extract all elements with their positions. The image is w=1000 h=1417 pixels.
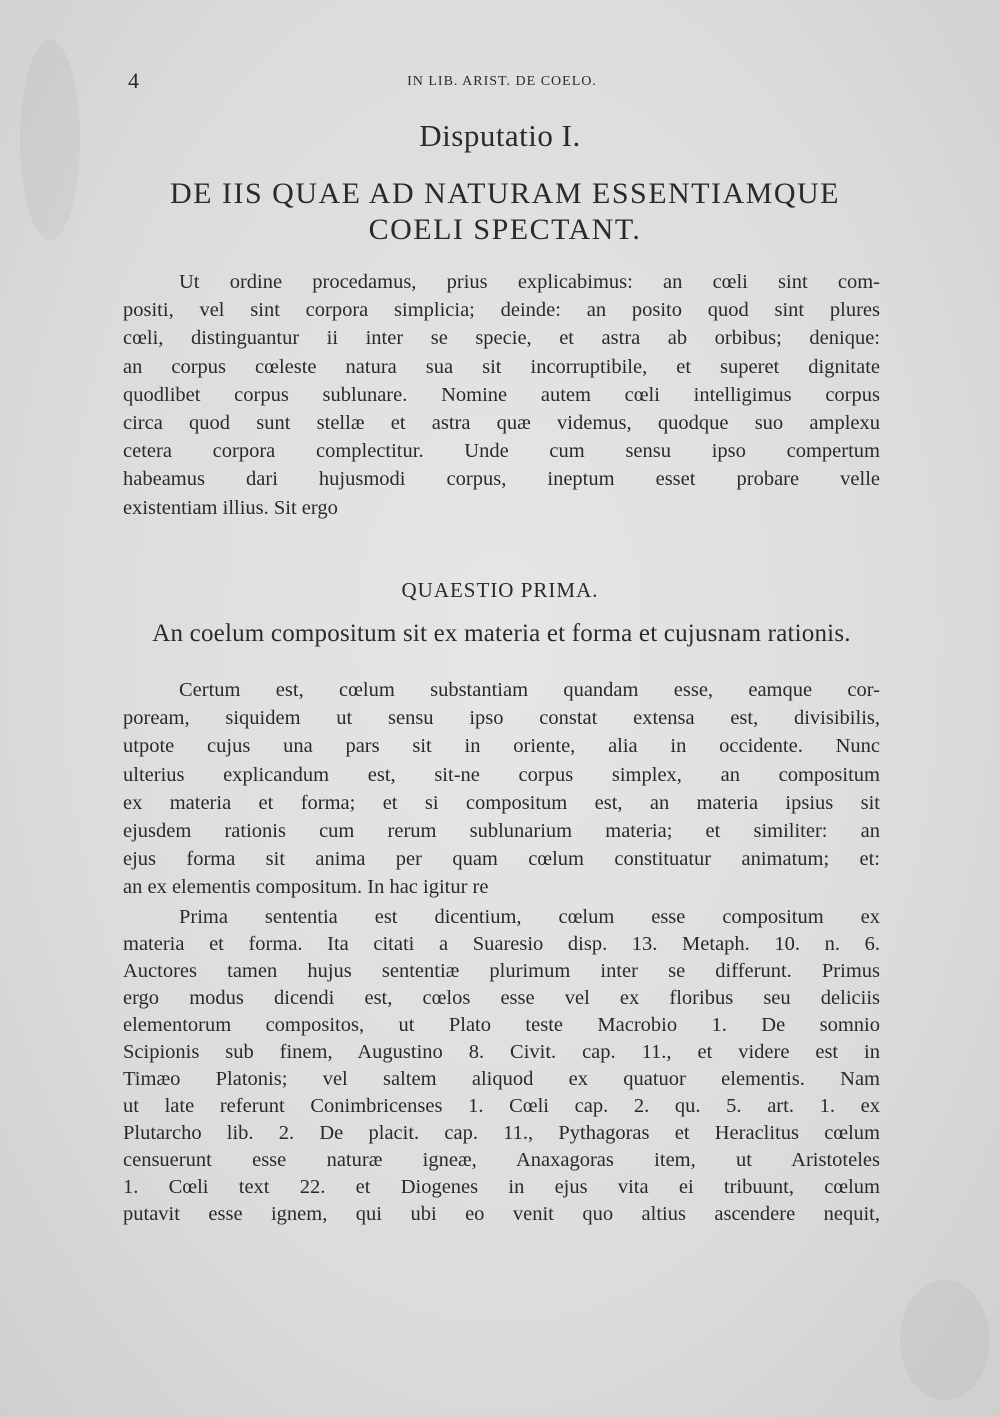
- text-line: ex materia et forma; et si compositum est, an materia ipsius sit: [123, 791, 880, 814]
- text-line: Certum est, cœlum substantiam quandam esse, eamque cor-: [179, 679, 880, 701]
- paper-stain: [900, 1280, 990, 1400]
- section-heading: Disputatio I.: [419, 118, 581, 153]
- text-line: an corpus cœleste natura sua sit incorruptibile, et superet dignitate: [123, 355, 880, 378]
- text-line: Auctores tamen hujus sententiæ plurimum inter se differunt. Primus: [123, 960, 880, 982]
- text-line: circa quod sunt stellæ et astra quæ videmus, quodque suo amplexu: [123, 412, 880, 435]
- text-line: cœli, distinguantur ii inter se specie, et astra ab orbibus; denique:: [123, 327, 880, 350]
- text-line: ergo modus dicendi est, cœlos esse vel ex floribus seu deliciis: [123, 987, 880, 1009]
- question-title: An coelum compositum sit ex materia et forma et cujusnam rationis.: [152, 620, 851, 647]
- text-line: putavit esse ignem, qui ubi eo venit quo altius ascendere nequit,: [123, 1203, 880, 1225]
- text-line: existentiam illius. Sit ergo: [123, 496, 338, 519]
- page-number: 4: [128, 68, 139, 93]
- text-line: materia et forma. Ita citati a Suaresio disp. 13. Metaph. 10. n. 6.: [123, 933, 880, 955]
- body-paragraph: [123, 676, 880, 902]
- body-paragraph: [123, 904, 880, 1228]
- text-line: Scipionis sub finem, Augustino 8. Civit. cap. 11., et videre est in: [123, 1041, 880, 1063]
- text-line: quodlibet corpus sublunare. Nomine autem cœli intelligimus corpus: [123, 383, 880, 406]
- text-line: ejus forma sit anima per quam cœlum constituatur animatum; et:: [123, 848, 880, 871]
- text-line: utpote cujus una pars sit in oriente, alia in occidente. Nunc: [123, 735, 880, 758]
- text-line: ut late referunt Conimbricenses 1. Cœli cap. 2. qu. 5. art. 1. ex: [123, 1095, 880, 1117]
- text-line: censuerunt esse naturæ igneæ, Anaxagoras item, ut Aristoteles: [123, 1149, 880, 1171]
- running-head: IN LIB. ARIST. DE COELO.: [407, 74, 597, 89]
- quaestio-heading: QUAESTIO PRIMA.: [401, 578, 599, 602]
- main-title-line: DE IIS QUAE AD NATURAM ESSENTIAMQUE: [170, 177, 840, 210]
- text-line: elementorum compositos, ut Plato teste Macrobio 1. De somnio: [123, 1014, 880, 1036]
- main-title: [110, 176, 900, 248]
- text-line: Timæo Platonis; vel saltem aliquod ex quatuor elementis. Nam: [123, 1068, 880, 1090]
- text-line: poream, siquidem ut sensu ipso constat extensa est, divisibilis,: [123, 707, 880, 730]
- intro-paragraph: [123, 268, 880, 522]
- text-line: an ex elementis compositum. In hac igitur re: [123, 876, 489, 899]
- text-line: Ut ordine procedamus, prius explicabimus: an cœli sint com-: [179, 271, 880, 293]
- text-line: ejusdem rationis cum rerum sublunarium materia; et similiter: an: [123, 820, 880, 843]
- main-title-line: COELI SPECTANT.: [368, 213, 642, 246]
- text-line: Plutarcho lib. 2. De placit. cap. 11., Pythagoras et Heraclitus cœlum: [123, 1122, 880, 1144]
- page-header: [124, 68, 880, 98]
- text-line: Prima sententia est dicentium, cœlum esse compositum ex: [179, 906, 880, 928]
- text-line: 1. Cœli text 22. et Diogenes in ejus vita ei tribuunt, cœlum: [123, 1176, 880, 1198]
- text-line: habeamus dari hujusmodi corpus, ineptum esset probare velle: [123, 468, 880, 491]
- text-line: ulterius explicandum est, sit-ne corpus simplex, an compositum: [123, 763, 880, 786]
- text-line: cetera corpora complectitur. Unde cum sensu ipso compertum: [123, 440, 880, 463]
- text-line: positi, vel sint corpora simplicia; deinde: an posito quod sint plures: [123, 299, 880, 322]
